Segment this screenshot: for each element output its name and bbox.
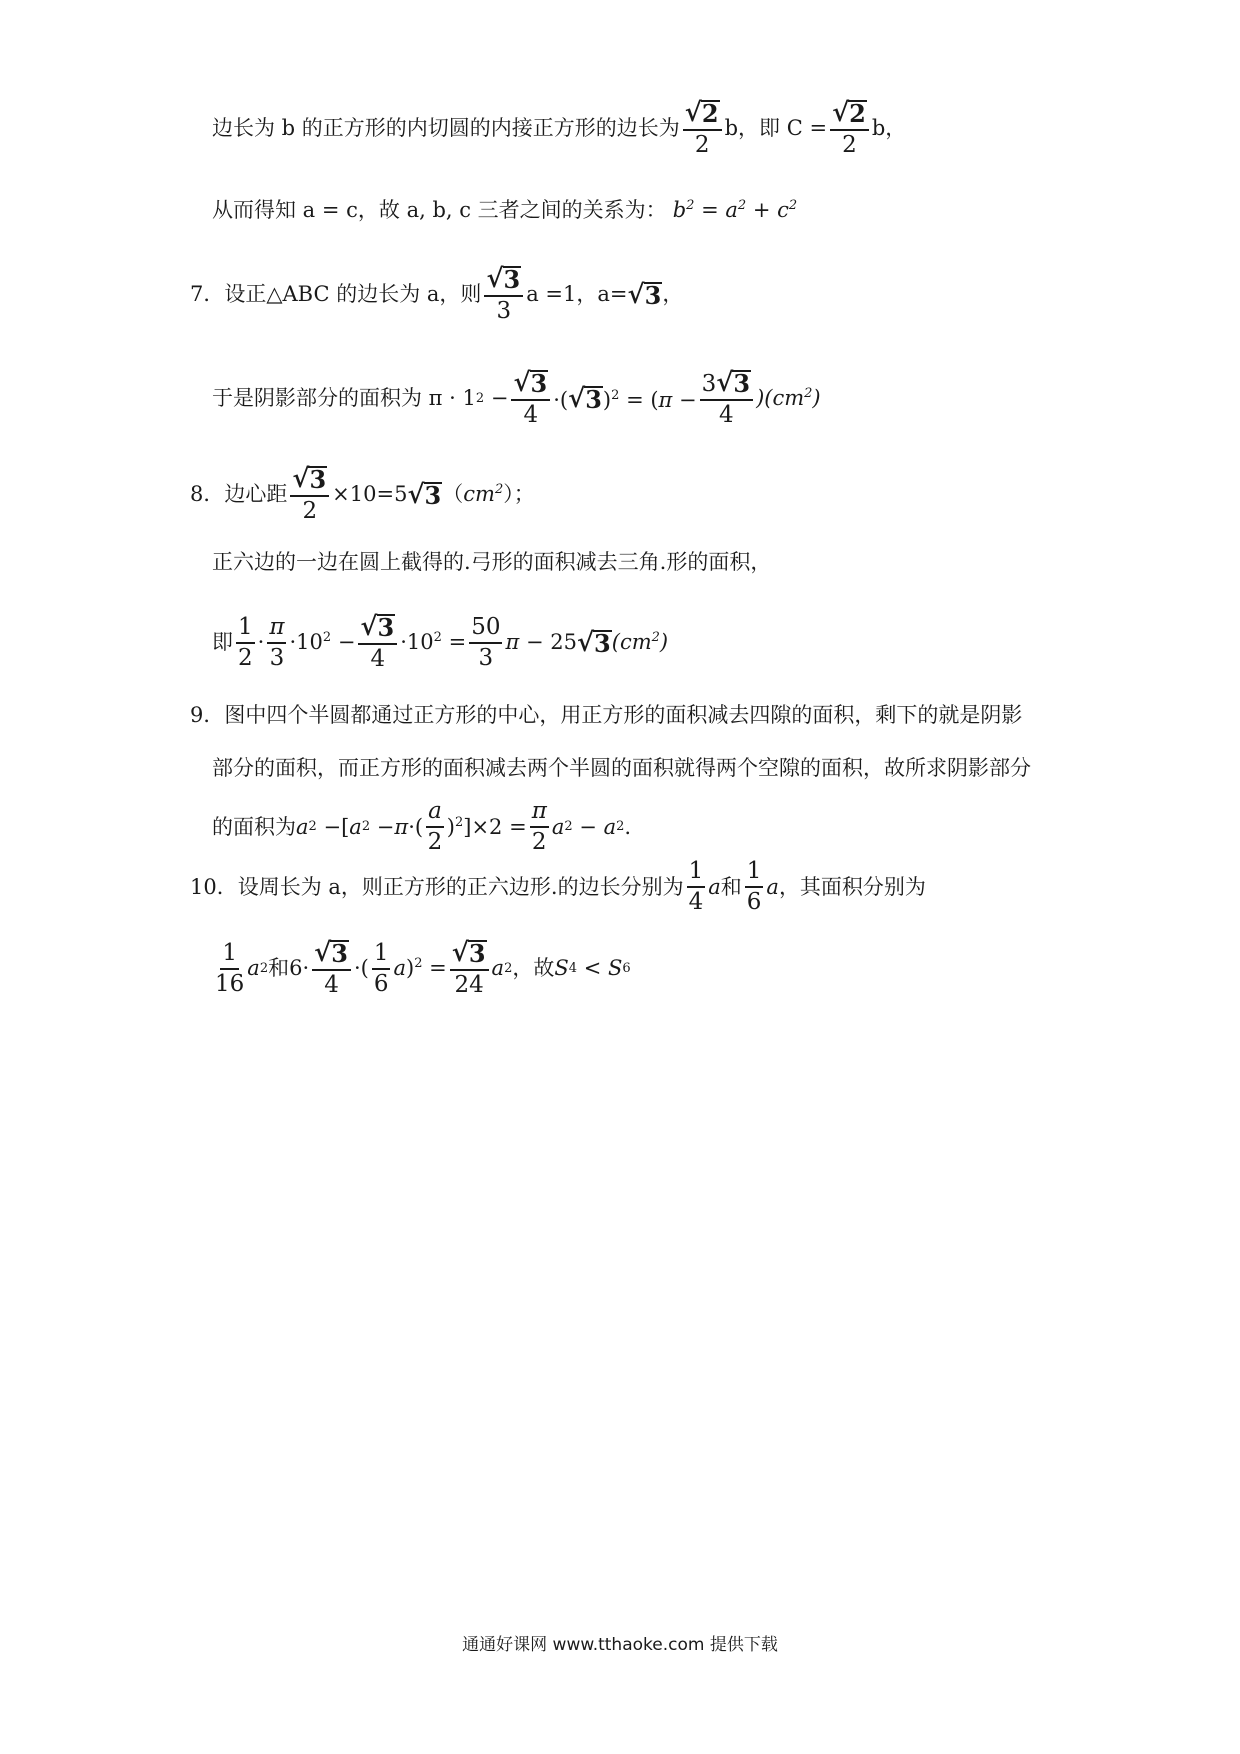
item8-line3: 即 $\frac{1}{2}$ · $\frac{\pi}{3}$ $\cdot 10^2$ − √ 3 4 $\cdot 10^2$ = $\frac{50}{3}$ π − 25 √ 3 $(cm^2)$	[212, 612, 669, 672]
item8-mid: ×10=5	[332, 482, 408, 506]
item10-line2: $\frac{1}{16}$ a 2 和6· √ 3 4 ·( $\frac{1}{6}$ a )$^2$ = √ 3 24 a 2 ，故 S 4 < S 6	[215, 938, 631, 998]
fraction-pi-over-3: $\frac{\pi}{3}$	[269, 613, 285, 671]
item8-unit-open: （	[442, 482, 464, 506]
item9-line3: 的面积为 a 2 −[ a 2 − π ·( $\frac{a}{2}$ )$^2$]×2 = $\frac{\pi}{2}$ a 2 − a 2 .	[212, 798, 632, 855]
item9-line3-prefix: 的面积为	[212, 814, 296, 839]
fraction-1-over-2: $\frac{1}{2}$	[238, 613, 253, 671]
item8-line2-text: 正六边的一边在圆上截得的.弓形的面积减去三角.形的面积，	[212, 550, 772, 574]
item7-label: 7．设正△ABC 的边长为 a，则	[190, 282, 482, 306]
fraction-1-over-6-b: $\frac{1}{6}$	[373, 939, 389, 997]
fraction-3sqrt3-over-4: 3 √ 3 4	[700, 370, 753, 427]
fraction-sqrt2-over-2: √ 2 2	[683, 100, 722, 157]
item8-line1: 8．边心距 √ 3 2 ×10=5 √ 3 （ $cm^2$ ）；	[190, 464, 535, 524]
item9-line1-text: 9．图中四个半圆都通过正方形的中心，用正方形的面积减去四隙的面积，剩下的就是阴影	[190, 703, 1023, 727]
fraction-pi-over-2: $\frac{\pi}{2}$	[531, 798, 547, 855]
section6-line1	[212, 100, 906, 157]
item7-formula-part: ·( √ 3 )$^2$ = (π −	[553, 383, 697, 414]
relation-formula: $b^2 = a^2 + c^2$	[672, 198, 798, 222]
fraction-a-over-2: $\frac{a}{2}$	[427, 798, 443, 855]
fraction-50-over-3: $\frac{50}{3}$	[471, 613, 501, 671]
item7-line2: 于是阴影部分的面积为 π · 1 2 − √ 3 4 ·( √ 3 )$^2$ = (π − 3 √ 3 4 )$(cm^2)$	[212, 368, 821, 428]
item10-line1-end: ，其面积分别为	[778, 874, 926, 899]
fraction-1-over-6: $\frac{1}{6}$	[746, 858, 762, 915]
item7-line2-text: 于是阴影部分的面积为 π · 1	[212, 386, 476, 410]
item10-line1: 10．设周长为 a，则正方形的正六边形.的边长分别为 $\frac{1}{4}$ a 和 $\frac{1}{6}$ a ，其面积分别为	[190, 858, 926, 915]
item8-unit-close: ）；	[503, 482, 535, 506]
fraction-sqrt3-over-4-b: √ 3 4	[358, 614, 397, 671]
item8-sqrt3: √ 3	[407, 479, 442, 510]
item10-line2-and: 和6·	[268, 956, 310, 980]
item10-and: 和	[720, 874, 742, 899]
fraction-sqrt3-over-3: √ 3 3	[484, 266, 523, 323]
section6-line2	[212, 200, 797, 221]
item8-label: 8．边心距	[190, 482, 288, 506]
item10-line1-text: 10．设周长为 a，则正方形的正六边形.的边长分别为	[190, 874, 684, 899]
item7-eq1: a =1，a=	[526, 282, 628, 306]
item7-line1: 7．设正△ABC 的边长为 a，则 √ 3 3 a =1，a= √ 3 ，	[190, 264, 684, 324]
fraction-sqrt3-over-4: √ 3 4	[511, 370, 550, 427]
fraction-sqrt2-over-2-b: √ 2 2	[830, 100, 869, 157]
sqrt3-value: √ 3	[627, 279, 662, 310]
fraction-1-over-16: $\frac{1}{16}$	[215, 939, 245, 997]
section6-line1-mid: b，即 C =	[724, 116, 828, 140]
item9-line2-text: 部分的面积，而正方形的面积减去两个半圆的面积就得两个空隙的面积，故所求阴影部分	[212, 756, 1031, 780]
page-footer: 通通好课网 www.tthaoke.com 提供下载	[462, 1635, 778, 1655]
item9-line2	[212, 758, 1031, 779]
fraction-1-over-4: $\frac{1}{4}$	[688, 858, 704, 915]
fraction-sqrt3-over-24: √ 3 24	[450, 940, 489, 997]
section6-line2-text: 从而得知 a = c，故 a, b, c 三者之间的关系为：	[212, 198, 667, 222]
fraction-sqrt3-over-4-c: √ 3 4	[312, 940, 351, 997]
item10-line2-so: ，故	[512, 956, 555, 980]
item8-line3-prefix: 即	[212, 630, 233, 654]
section6-line1-end: b，	[871, 116, 907, 140]
fraction-sqrt3-over-2: √ 3 2	[290, 466, 329, 523]
item7-unit: )$(cm^2)$	[756, 386, 821, 410]
item9-line1	[190, 705, 1022, 726]
item8-line2	[212, 552, 771, 573]
section6-line1-text: 边长为 b 的正方形的内切圆的内接正方形的边长为	[212, 116, 680, 140]
